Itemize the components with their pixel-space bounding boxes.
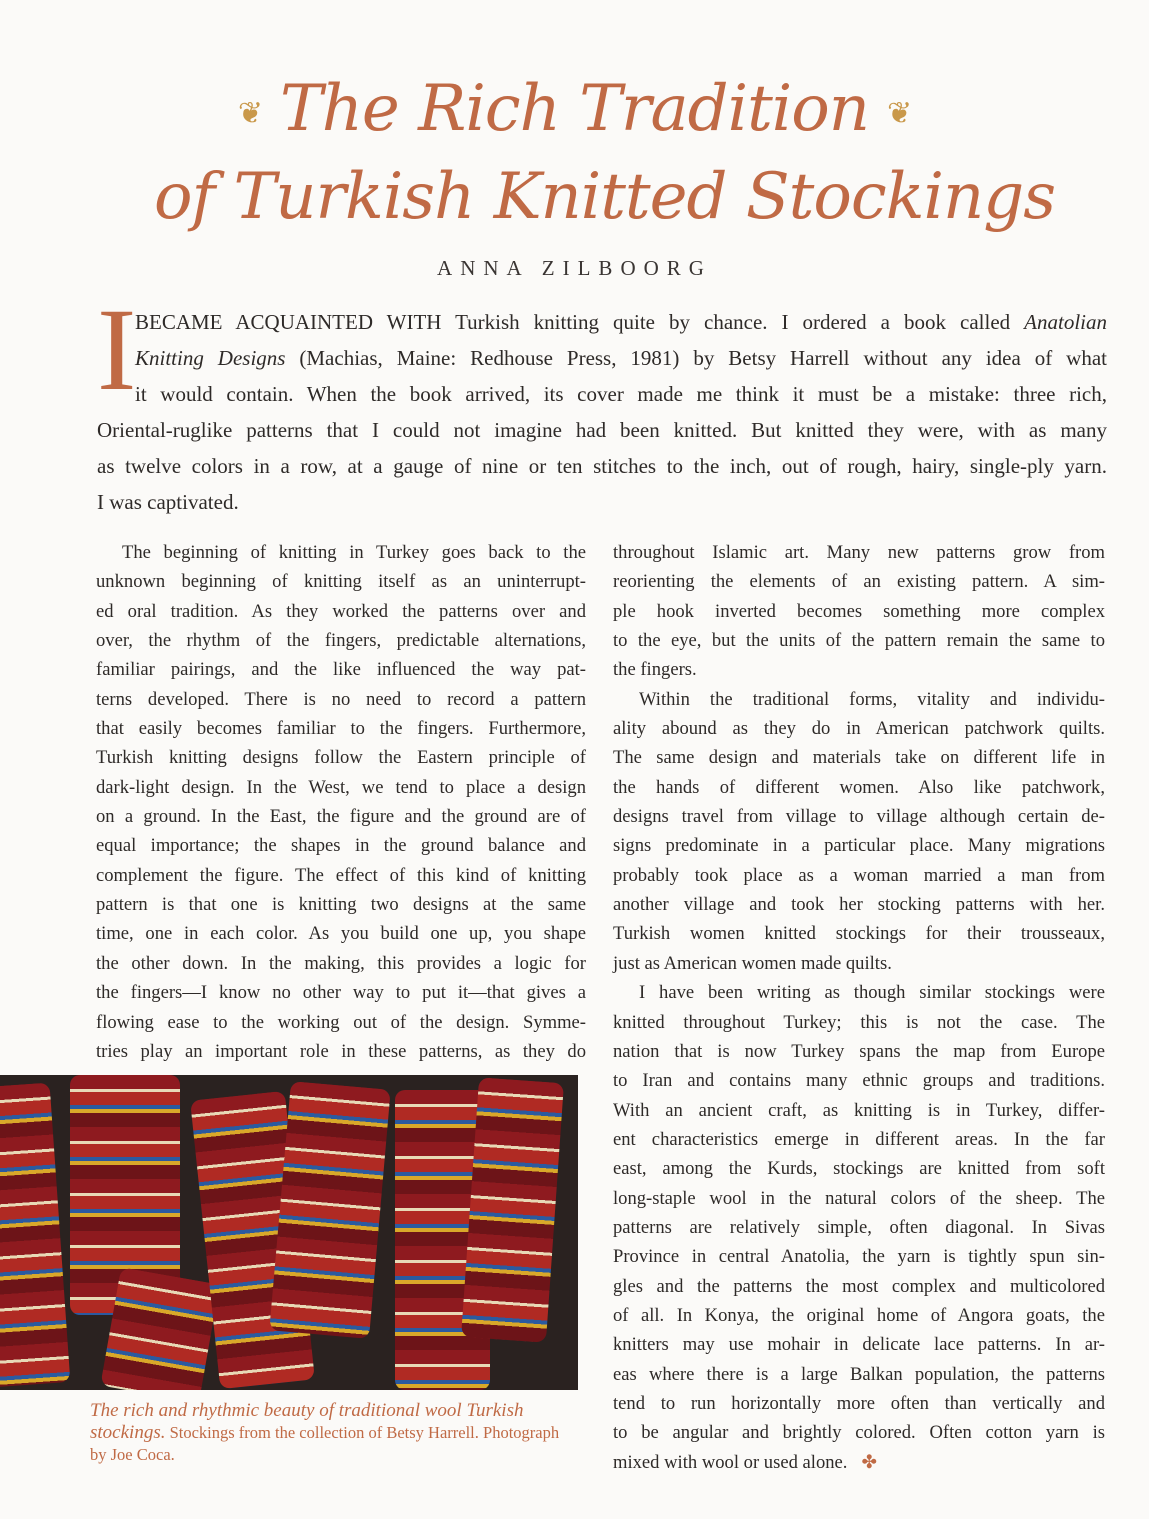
text-line bbox=[613, 1125, 1105, 1154]
text-line-content: Province in central Anatolia, the yarn is tightly spun sin- bbox=[613, 1246, 1105, 1268]
text-line-content: the fingers—I know no other way to put it—that gives a bbox=[96, 982, 586, 1004]
caption-credit: Stockings from the collection of Betsy Harrell. Photograph by Joe Coca. bbox=[90, 1423, 560, 1464]
lede-line bbox=[97, 448, 1107, 484]
text-line bbox=[96, 949, 586, 978]
text-line-content: ality abound as they do in American patchwork quilts. bbox=[613, 718, 1105, 740]
text-line-content: knitters may use mohair in delicate lace patterns. In ar- bbox=[613, 1334, 1105, 1356]
text-line-content: east, among the Kurds, stockings are knitted from soft bbox=[613, 1158, 1105, 1180]
text-line bbox=[613, 538, 1105, 567]
text-line bbox=[96, 538, 586, 567]
title-line-1 bbox=[0, 72, 1149, 146]
text-line-content: the other down. In the making, this provides a logic for bbox=[96, 952, 586, 974]
text-line-content: ed oral tradition. As they worked the patterns over and bbox=[96, 600, 586, 622]
text-line bbox=[96, 919, 586, 948]
text-line bbox=[613, 1037, 1105, 1066]
book-title: Anatolian bbox=[1024, 310, 1107, 334]
text-line bbox=[613, 1448, 1105, 1477]
text-line bbox=[96, 626, 586, 655]
text-line bbox=[96, 743, 586, 772]
text-line bbox=[96, 567, 586, 596]
text-line-content: ple hook inverted becomes something more complex bbox=[613, 600, 1105, 622]
text-line bbox=[96, 655, 586, 684]
lede-text: as twelve colors in a row, at a gauge of nine or ten stitches to the inch, out of rough, hairy, single-ply yarn. bbox=[97, 454, 1107, 478]
text-line bbox=[613, 802, 1105, 831]
text-line bbox=[96, 714, 586, 743]
text-line bbox=[613, 831, 1105, 860]
text-line-content: nation that is now Turkey spans the map from Europe bbox=[613, 1040, 1105, 1062]
lede-text: it would contain. When the book arrived, its cover made me think it must be a mistake: three rich, bbox=[135, 382, 1107, 406]
text-line bbox=[613, 949, 1105, 978]
text-line-content: designs travel from village to village although certain de- bbox=[613, 806, 1105, 828]
book-title: Knitting Designs bbox=[135, 346, 286, 370]
text-line bbox=[96, 1008, 586, 1037]
text-line bbox=[613, 1213, 1105, 1242]
text-line-content: just as American women made quilts. bbox=[613, 952, 892, 974]
text-line bbox=[613, 1242, 1105, 1271]
lede-text: BECAME ACQUAINTED WITH Turkish knitting quite by chance. I ordered a book called bbox=[135, 310, 1025, 334]
text-line-content: ent characteristics emerge in different areas. In the far bbox=[613, 1128, 1105, 1150]
title-text: The Rich Tradition bbox=[280, 72, 869, 146]
lede-line bbox=[97, 412, 1107, 448]
text-line bbox=[96, 1037, 586, 1066]
lede-line bbox=[97, 304, 1107, 340]
text-line bbox=[613, 1389, 1105, 1418]
text-line bbox=[96, 861, 586, 890]
text-line-content: unknown beginning of knitting itself as an uninterrupt- bbox=[96, 571, 586, 593]
lede-text: Oriental-ruglike patterns that I could not imagine had been knitted. But knitted they were, with as many bbox=[97, 418, 1107, 442]
lede-paragraph bbox=[97, 304, 1107, 520]
text-line-content: The beginning of knitting in Turkey goes back to the bbox=[122, 542, 586, 563]
text-line-content: Turkish women knitted stockings for their trousseaux, bbox=[613, 923, 1105, 945]
text-line bbox=[96, 978, 586, 1007]
text-line bbox=[96, 773, 586, 802]
text-line-content: terns developed. There is no need to record a pattern bbox=[96, 688, 586, 710]
text-line bbox=[613, 685, 1105, 714]
text-line bbox=[613, 567, 1105, 596]
stockings-photograph bbox=[0, 1075, 578, 1390]
lede-text: I was captivated. bbox=[97, 490, 239, 514]
text-line bbox=[613, 1418, 1105, 1447]
text-line-content: that easily becomes familiar to the fingers. Furthermore, bbox=[96, 718, 586, 740]
text-line-content: tries play an important role in these patterns, as they do bbox=[96, 1040, 586, 1062]
title-line-2: of Turkish Knitted Stockings bbox=[153, 160, 1056, 234]
text-line bbox=[613, 655, 1105, 684]
text-line-content: reorienting the elements of an existing pattern. A sim- bbox=[613, 571, 1105, 593]
fleuron-ornament-icon: ❦ bbox=[237, 96, 262, 131]
text-line-content: pattern is that one is knitting two designs at the same bbox=[96, 894, 586, 916]
text-line-content: long-staple wool in the natural colors of the sheep. The bbox=[613, 1187, 1105, 1209]
lede-text: (Machias, Maine: Redhouse Press, 1981) by Betsy Harrell without any idea of what bbox=[285, 346, 1107, 370]
text-line-content: patterns are relatively simple, often diagonal. In Sivas bbox=[613, 1216, 1105, 1238]
text-line-content: I have been writing as though similar stockings were bbox=[639, 982, 1105, 1004]
body-column-right bbox=[613, 538, 1105, 1477]
text-line bbox=[613, 714, 1105, 743]
text-line-content: throughout Islamic art. Many new patterns grow from bbox=[613, 542, 1105, 563]
text-line bbox=[613, 861, 1105, 890]
text-line bbox=[613, 597, 1105, 626]
text-line-content: probably took place as a woman married a man from bbox=[613, 864, 1105, 886]
text-line-content: With an ancient craft, as knitting is in Turkey, differ- bbox=[613, 1099, 1105, 1121]
text-line bbox=[96, 831, 586, 860]
text-line-content: eas where there is a large Balkan population, the patterns bbox=[613, 1363, 1105, 1385]
text-line-content: complement the figure. The effect of this kind of knitting bbox=[96, 864, 586, 886]
text-line-content: time, one in each color. As you build one up, you shape bbox=[96, 923, 586, 945]
lede-line bbox=[97, 376, 1107, 412]
text-line bbox=[613, 1066, 1105, 1095]
text-line bbox=[613, 1008, 1105, 1037]
fleuron-ornament-icon: ❦ bbox=[887, 96, 912, 131]
text-line-content: over, the rhythm of the fingers, predictable alternations, bbox=[96, 630, 586, 652]
caption-italic: The rich and rhythmic beauty of traditional wool Turkish stockings. bbox=[90, 1400, 524, 1443]
author-byline: ANNA ZILBOORG bbox=[437, 256, 712, 280]
text-line bbox=[613, 1301, 1105, 1330]
text-line-content: to Iran and contains many ethnic groups and traditions. bbox=[613, 1070, 1105, 1092]
text-line-content: the hands of different women. Also like patchwork, bbox=[613, 776, 1105, 798]
text-line-content: The same design and materials take on different life in bbox=[613, 747, 1105, 769]
text-line-content: mixed with wool or used alone. bbox=[613, 1451, 848, 1473]
text-line-content: Turkish knitting designs follow the Eastern principle of bbox=[96, 747, 586, 769]
text-line-content: Within the traditional forms, vitality and individu- bbox=[639, 688, 1105, 710]
text-line bbox=[613, 626, 1105, 655]
text-line bbox=[613, 1360, 1105, 1389]
text-line bbox=[613, 890, 1105, 919]
text-line bbox=[613, 1272, 1105, 1301]
lede-line bbox=[97, 484, 1107, 520]
text-line bbox=[613, 978, 1105, 1007]
text-line-content: familiar pairings, and the like influenced the way pat- bbox=[96, 659, 586, 681]
end-mark-icon: ✤ bbox=[861, 1451, 878, 1473]
text-line bbox=[613, 1330, 1105, 1359]
text-line bbox=[613, 1096, 1105, 1125]
text-line-content: another village and took her stocking patterns with her. bbox=[613, 894, 1105, 916]
text-line-content: to the eye, but the units of the pattern remain the same to bbox=[613, 630, 1105, 652]
text-line bbox=[613, 773, 1105, 802]
text-line bbox=[96, 890, 586, 919]
text-line-content: flowing ease to the working out of the design. Symme- bbox=[96, 1011, 586, 1033]
text-line-content: to be angular and brightly colored. Often cotton yarn is bbox=[613, 1422, 1105, 1444]
text-line bbox=[96, 597, 586, 626]
text-line-content: gles and the patterns the most complex and multicolored bbox=[613, 1275, 1105, 1297]
text-line-content: dark-light design. In the West, we tend to place a design bbox=[96, 776, 586, 798]
photo-caption bbox=[90, 1400, 570, 1466]
body-column-left bbox=[96, 538, 586, 1066]
text-line bbox=[613, 919, 1105, 948]
text-line bbox=[96, 685, 586, 714]
text-line bbox=[613, 1154, 1105, 1183]
text-line-content: of all. In Konya, the original home of Angora goats, the bbox=[613, 1304, 1105, 1326]
text-line-content: on a ground. In the East, the figure and the ground are of bbox=[96, 806, 586, 828]
text-line bbox=[96, 802, 586, 831]
text-line bbox=[613, 743, 1105, 772]
drop-cap: I bbox=[97, 284, 137, 415]
text-line-content: the fingers. bbox=[613, 659, 697, 681]
text-line bbox=[613, 1184, 1105, 1213]
text-line-content: signs predominate in a particular place. Many migrations bbox=[613, 835, 1105, 857]
text-line-content: knitted throughout Turkey; this is not the case. The bbox=[613, 1011, 1105, 1033]
text-line-content: tend to run horizontally more often than vertically and bbox=[613, 1392, 1105, 1414]
text-line-content: equal importance; the shapes in the ground balance and bbox=[96, 835, 586, 857]
lede-line bbox=[97, 340, 1107, 376]
